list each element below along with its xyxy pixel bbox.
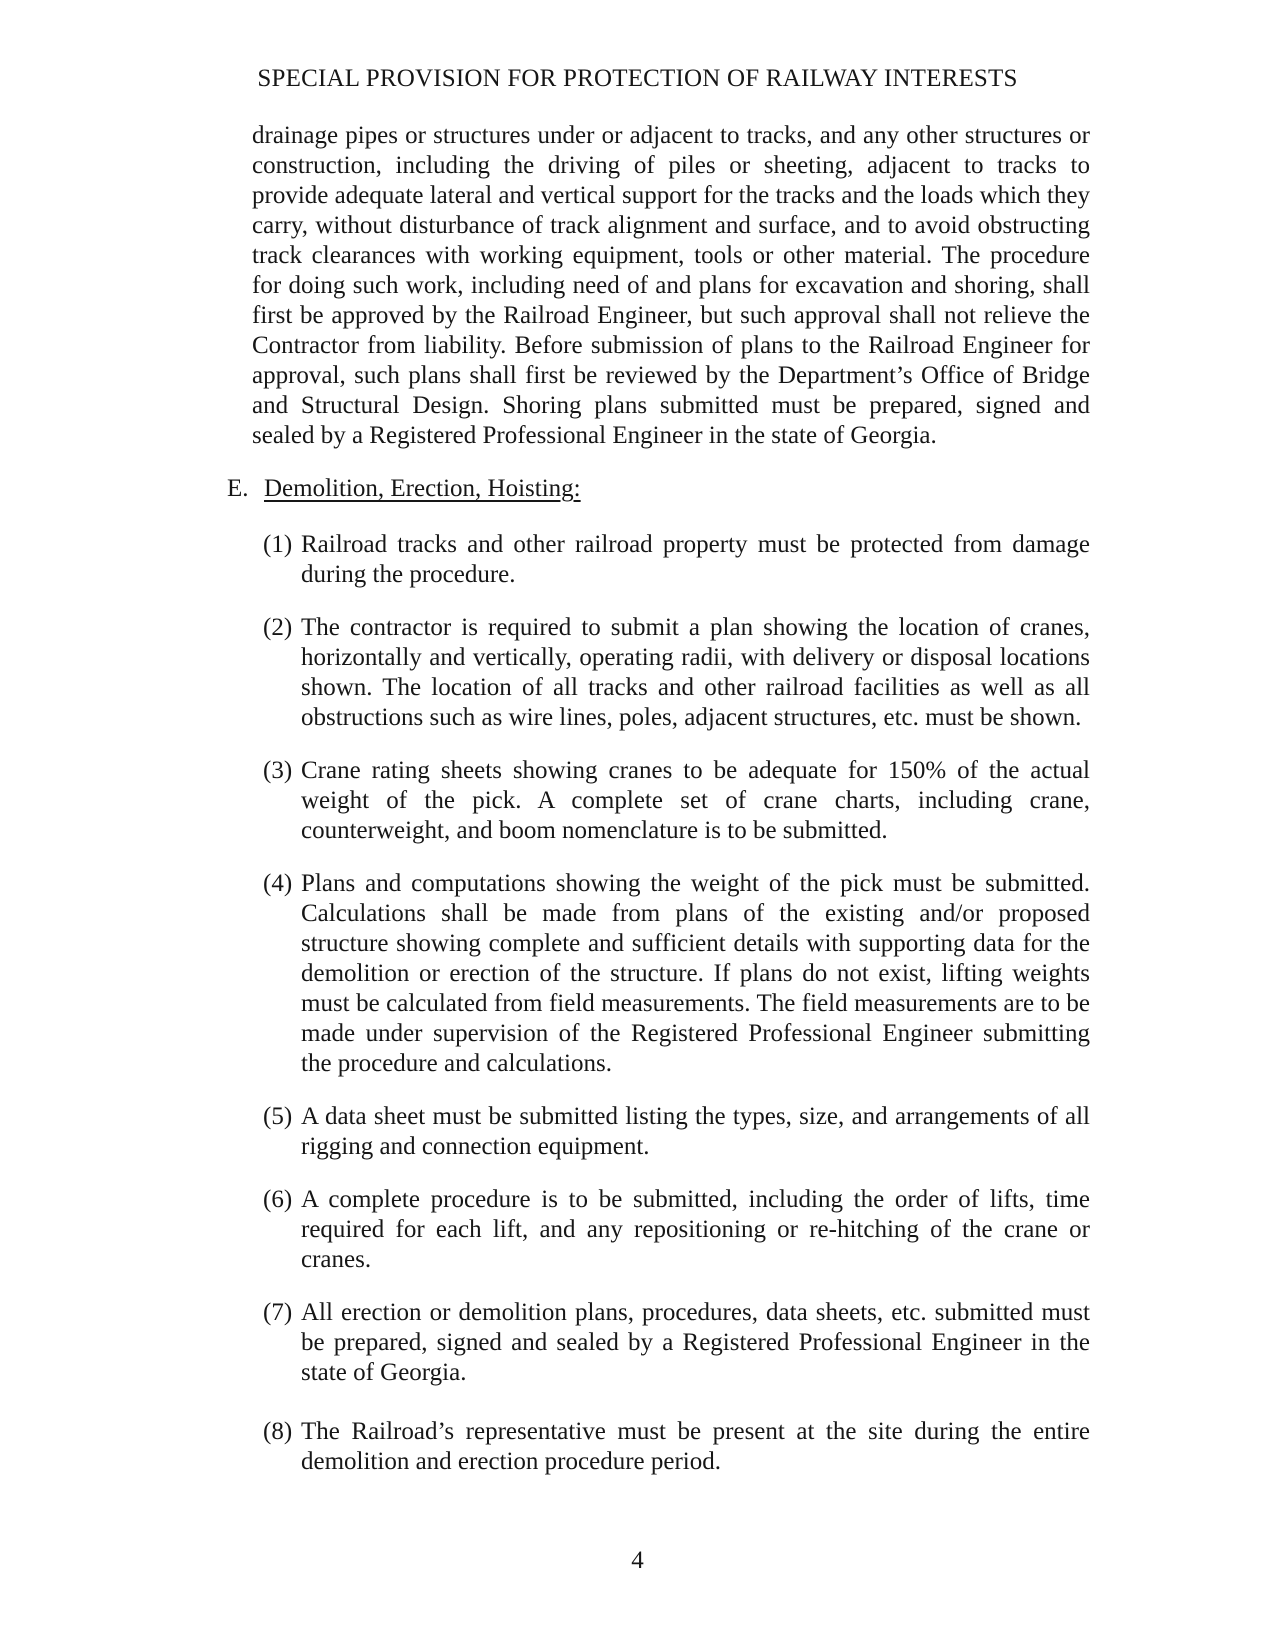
item-text: A data sheet must be submitted listing the types, size, and arrangements of all rigging and connection equipment.: [301, 1103, 1090, 1160]
page-number: 4: [631, 1547, 644, 1574]
item-marker: (2): [263, 614, 293, 641]
item-text: Railroad tracks and other railroad property must be protected from damage during the procedure.: [301, 531, 1090, 588]
item-marker: (6): [263, 1186, 293, 1213]
section-heading-row: [227, 474, 1090, 504]
item-text: Plans and computations showing the weight of the pick must be submitted. Calculations shall be made from plans of the existing and/or proposed structure showing complete and sufficient details with supporting data for the demolition or erection of the structure. If plans do not exist, lifting weights must be calculated from field measurements. The field measurements are to be made under supervision of the Registered Professional Engineer submitting the procedure and calculations.: [301, 870, 1090, 1077]
item-marker: (5): [263, 1103, 293, 1130]
item-text: The contractor is required to submit a plan showing the location of cranes, horizontally and vertically, operating radii, with delivery or disposal locations shown. The location of all tracks and other railroad facilities as well as all obstructions such as wire lines, poles, adjacent structures, etc. must be shown.: [301, 614, 1090, 731]
item-marker: (4): [263, 870, 293, 897]
document-title: SPECIAL PROVISION FOR PROTECTION OF RAILWAY INTERESTS: [257, 65, 1018, 92]
list-item: [263, 869, 1090, 1079]
list-item: [263, 613, 1090, 733]
list-item: [263, 1417, 1090, 1477]
list-item: [263, 530, 1090, 590]
section-heading: Demolition, Erection, Hoisting:: [264, 475, 581, 502]
continuation-paragraph: drainage pipes or structures under or adjacent to tracks, and any other structures or construction, including the driving of piles or sheeting, adjacent to tracks to provide adequate lateral and vertical support for the tracks and the loads which they carry, without disturbance of track alignment and surface, and to avoid obstructing track clearances with working equipment, tools or other material. The procedure for doing such work, including need of and plans for excavation and shoring, shall first be approved by the Railroad Engineer, but such approval shall not relieve the Contractor from liability. Before submission of plans to the Railroad Engineer for approval, such plans shall first be reviewed by the Department’s Office of Bridge and Structural Design. Shoring plans submitted must be prepared, signed and sealed by a Registered Professional Engineer in the state of Georgia.: [252, 122, 1090, 449]
list-item: [263, 1102, 1090, 1162]
item-marker: (3): [263, 757, 293, 784]
item-text: Crane rating sheets showing cranes to be adequate for 150% of the actual weight of the pick. A complete set of crane charts, including crane, counterweight, and boom nomenclature is to be submitted.: [301, 757, 1090, 844]
item-marker: (7): [263, 1299, 293, 1326]
item-marker: (8): [263, 1418, 293, 1445]
item-marker: (1): [263, 531, 293, 558]
list-item: [263, 756, 1090, 846]
list-item: [263, 1298, 1090, 1388]
item-text: All erection or demolition plans, procedures, data sheets, etc. submitted must be prepared, signed and sealed by a Registered Professional Engineer in the state of Georgia.: [301, 1299, 1090, 1386]
list-item: [263, 1185, 1090, 1275]
item-text: A complete procedure is to be submitted, including the order of lifts, time required for each lift, and any repositioning or re-hitching of the crane or cranes.: [301, 1186, 1090, 1273]
item-text: The Railroad’s representative must be present at the site during the entire demolition and erection procedure period.: [301, 1418, 1090, 1475]
section-marker: E.: [227, 475, 249, 502]
